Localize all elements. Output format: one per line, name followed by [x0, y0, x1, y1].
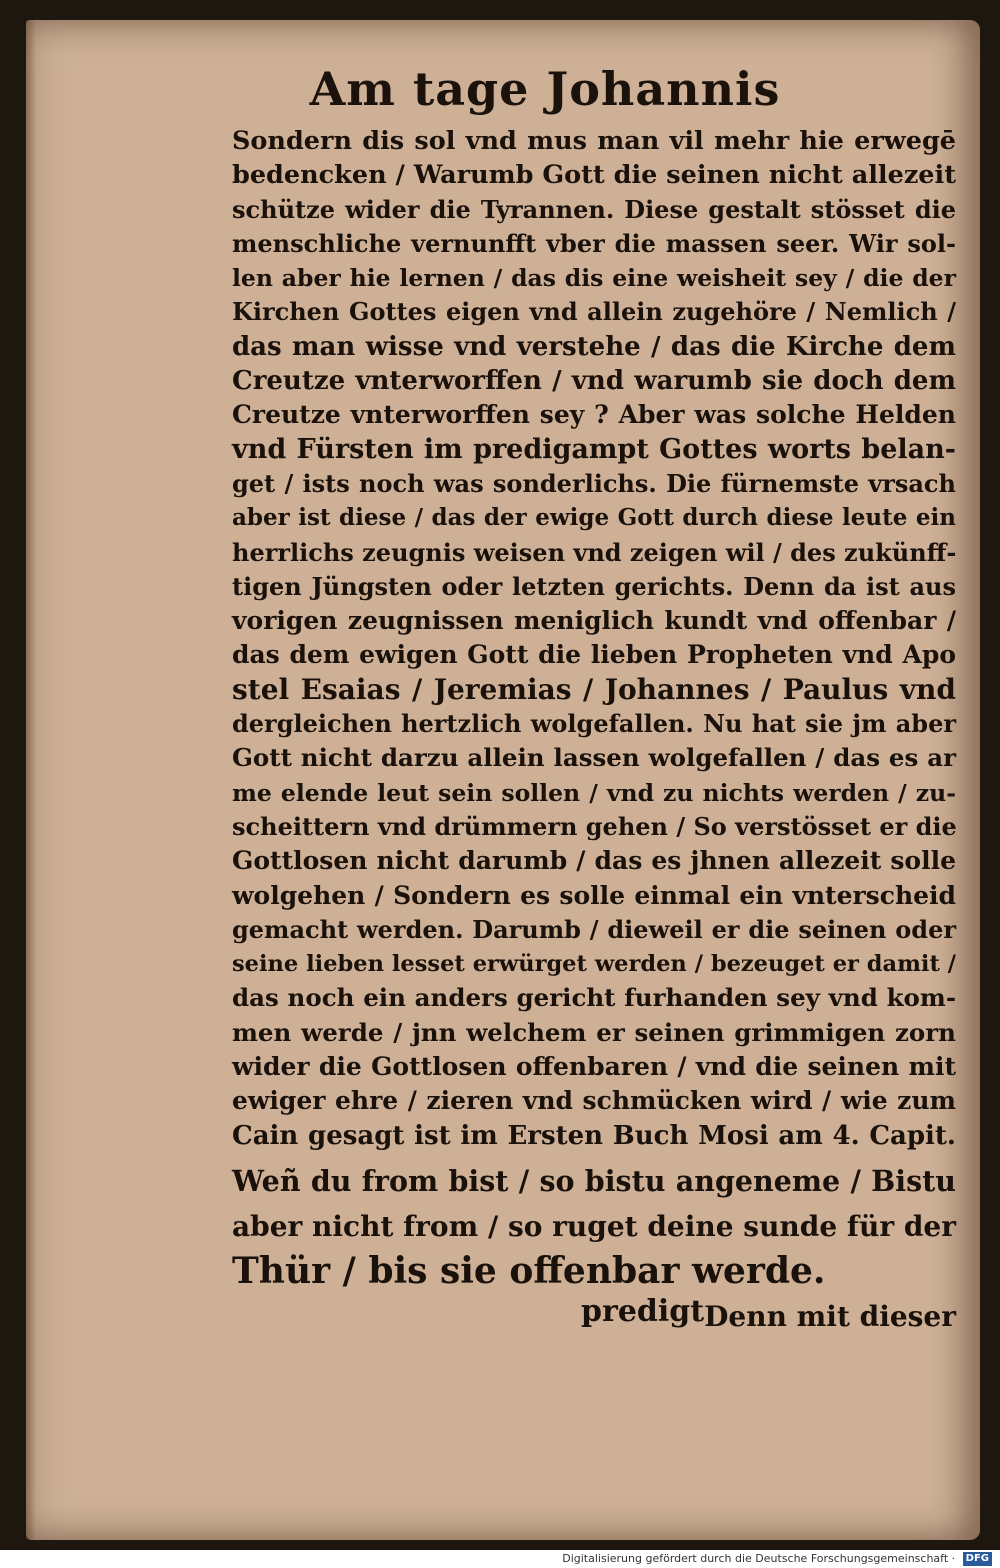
body-text [232, 124, 956, 1339]
quote-line: Weñ du from bist / so bistu angeneme / Bistu [232, 1163, 956, 1198]
text-line: vorigen zeugnissen meniglich kundt vnd offenbar / [232, 606, 956, 636]
text-line: Kirchen Gottes eigen vnd allein zugehöre / Nemlich / [232, 297, 956, 327]
sentence-continuation: Denn mit dieser [704, 1299, 956, 1333]
text-line: wolgehen / Sondern es solle einmal ein vnterscheid [232, 880, 956, 910]
page-gutter-shadow [26, 20, 36, 1540]
text-line: Gottlosen nicht darumb / das es jhnen allezeit solle [232, 846, 956, 876]
text-line: stel Esaias / Jeremias / Johannes / Paulus vnd [232, 672, 956, 706]
text-line: len aber hie lernen / das dis eine weisheit sey / die der [232, 264, 956, 293]
text-line: bedencken / Warumb Gott die seinen nicht allezeit [232, 160, 956, 191]
funding-credit: Digitalisierung gefördert durch die Deutsche Forschungsgemeinschaft · [562, 1552, 956, 1565]
text-line: herrlichs zeugnis weisen vnd zeigen wil / des zukünff- [232, 537, 957, 567]
text-line: me elende leut sein sollen / vnd zu nichts werden / zu- [232, 778, 956, 807]
catchword: predigt [581, 1293, 705, 1329]
text-line: get / ists noch was sonderlichs. Die fürnemste vrsach [232, 468, 956, 498]
text-line: aber ist diese / das der ewige Gott durch diese leute ein [232, 504, 956, 532]
text-line: gemacht werden. Darumb / dieweil er die seinen oder [232, 914, 956, 944]
digitization-footer [0, 1550, 1000, 1568]
text-line: wider die Gottlosen offenbaren / vnd die seinen mit [232, 1052, 956, 1082]
text-line: men werde / jnn welchem er seinen grimmigen zorn [232, 1017, 956, 1047]
text-line: das dem ewigen Gott die lieben Propheten vnd Apo [232, 640, 956, 670]
text-line: schütze wider die Tyrannen. Diese gestalt stösset die [232, 194, 956, 224]
running-head: Am tage Johannis [309, 62, 781, 116]
quote-final-fragment: Thür / bis sie offenbar werde. [232, 1249, 826, 1292]
text-line: das noch ein anders gericht furhanden sey vnd kom- [232, 983, 956, 1013]
text-line: Creutze vnterworffen / vnd warumb sie doch dem [232, 366, 956, 397]
quote-line: aber nicht from / so ruget deine sunde für der [232, 1209, 956, 1243]
dfg-logo-icon: DFG [963, 1552, 992, 1566]
text-line: Cain gesagt ist im Ersten Buch Mosi am 4. Capit. [232, 1120, 956, 1151]
scripture-quote [232, 1159, 956, 1249]
text-line: dergleichen hertzlich wolgefallen. Nu hat sie jm aber [232, 709, 956, 739]
text-line: Gott nicht darzu allein lassen wolgefallen / das es ar [232, 743, 956, 773]
body-lines [232, 124, 956, 1153]
text-line: ewiger ehre / zieren vnd schmücken wird / wie zum [232, 1086, 956, 1116]
text-line: menschliche vernunfft vber die massen seer. Wir sol- [232, 228, 956, 258]
text-line: das man wisse vnd verstehe / das die Kirche dem [232, 331, 956, 362]
text-line: vnd Fürsten im predigampt Gottes worts belan- [232, 433, 956, 465]
text-line: tigen Jüngsten oder letzten gerichts. Denn da ist aus [232, 571, 956, 601]
text-line: scheittern vnd drümmern gehen / So verstösset er die [232, 811, 957, 841]
text-line: seine lieben lesset erwürget werden / bezeuget er damit / [232, 951, 956, 978]
text-line: Creutze vnterworffen sey ? Aber was solche Helden [232, 400, 956, 430]
text-line: Sondern dis sol vnd mus man vil mehr hie erwegē [232, 126, 956, 156]
